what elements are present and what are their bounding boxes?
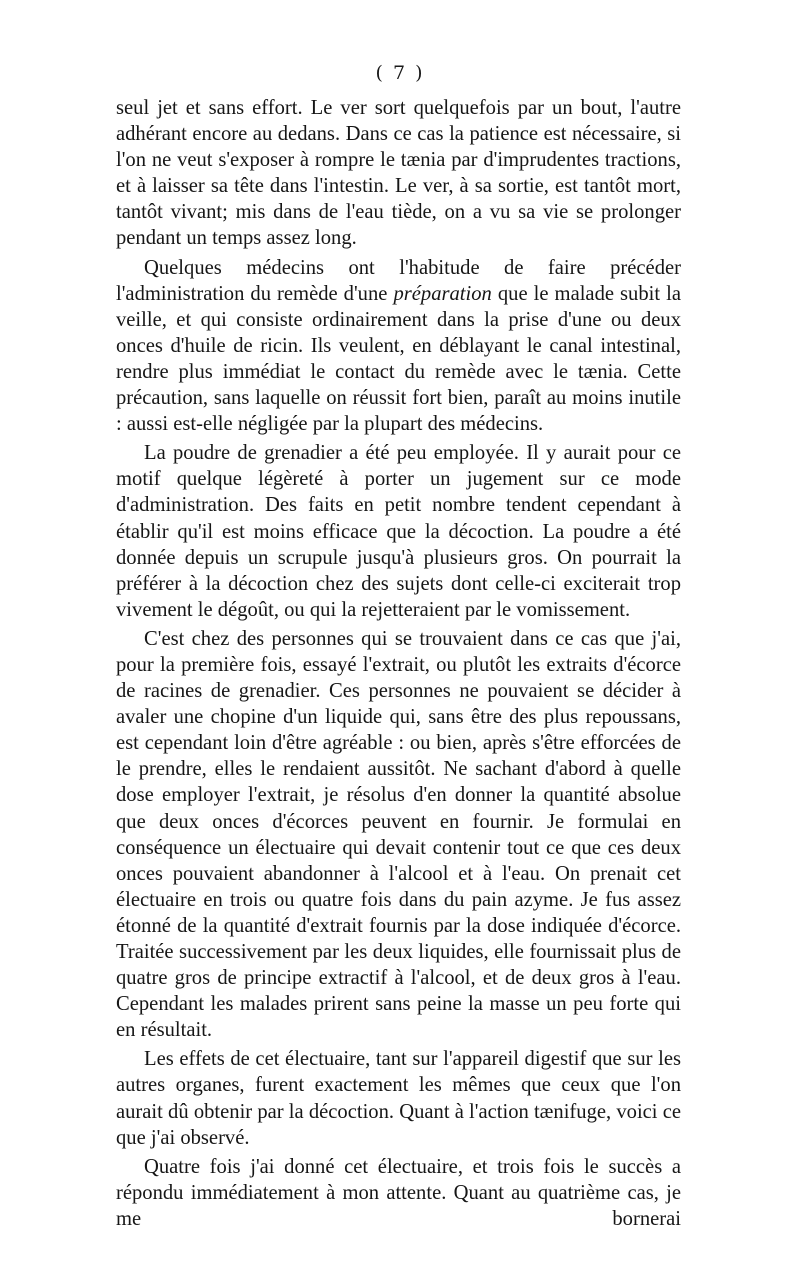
paragraph-2 bbox=[116, 255, 681, 438]
body-text bbox=[116, 95, 681, 1232]
page-number: ( 7 ) bbox=[375, 62, 425, 84]
paragraph-2-end: que le malade subit la veille, et qui consiste ordinairement dans la prise d'une ou deux onces d'huile de ricin. Ils veulent, en déblayant le canal intestinal, rendre plus immédiat le contact du remède avec le tænia. Cette précaution, sans laquelle on réussit fort bien, paraît au moins inutile : aussi est-elle négligée par la plupart des médecins. bbox=[116, 282, 681, 436]
paragraph-5: Les effets de cet électuaire, tant sur l'appareil digestif que sur les autres organes, furent exactement les mêmes que ceux que l'on aurait dû obtenir par la décoction. Quant à l'action tænifuge, voici ce que j'ai observé. bbox=[116, 1048, 681, 1149]
paragraph-2-start: Quelques médecins ont l'habitude de faire précéder l'administration du remède d'une bbox=[116, 256, 681, 305]
paragraph-6: Quatre fois j'ai donné cet électuaire, et trois fois le succès a répondu immédiatement à mon attente. Quant au quatrième cas, je me bornerai bbox=[116, 1155, 681, 1230]
paragraph-2-italic-term: préparation bbox=[393, 282, 492, 305]
paragraph-4: C'est chez des personnes qui se trouvaient dans ce cas que j'ai, pour la première fois, essayé l'extrait, ou plutôt les extraits d'écorce de racines de grenadier. Ces personnes ne pouvaient se décider à avaler une chopine d'un liquide qui, sans être des plus repoussans, est cependant loin d'être agréable : ou bien, après s'être efforcées de le prendre, elles le rendaient aussitôt. Ne sachant d'abord à quelle dose employer l'extrait, je résolus d'en donner la quantité absolue que deux onces d'écorces peuvent en fournir. Je formulai en conséquence un électuaire qui devait contenir tout ce que ces deux onces pouvaient abandonner à l'alcool et à l'eau. On prenait cet électuaire en trois ou quatre fois dans du pain azyme. Je fus assez étonné de la quantité d'extrait fournis par la dose indiquée d'écorce. Traitée successivement par les deux liquides, elle fournissait plus de quatre gros de principe extractif à l'alcool, et de deux gros à l'eau. Cependant les malades prirent sans peine la masse un peu forte qui en résultait. bbox=[116, 627, 681, 1042]
paragraph-1: seul jet et sans effort. Le ver sort quelquefois par un bout, l'autre adhérant encore au dedans. Dans ce cas la patience est nécessaire, si l'on ne veut s'exposer à rompre le tænia par d'imprudentes tractions, et à laisser sa tête dans l'intestin. Le ver, à sa sortie, est tantôt mort, tantôt vivant; mis dans de l'eau tiède, on a vu sa vie se prolonger pendant un temps assez long. bbox=[116, 97, 681, 250]
paragraph-3: La poudre de grenadier a été peu employée. Il y aurait pour ce motif quelque légèreté à porter un jugement sur ce mode d'administration. Des faits en petit nombre tendent cependant à établir qu'il est moins efficace que la décoction. La poudre a été donnée depuis un scrupule jusqu'à plusieurs gros. On pourrait la préférer à la décoction chez des sujets dont celle-ci exciterait trop vivement le dégoût, ou qui la rejetteraient par le vomissement. bbox=[116, 442, 681, 621]
